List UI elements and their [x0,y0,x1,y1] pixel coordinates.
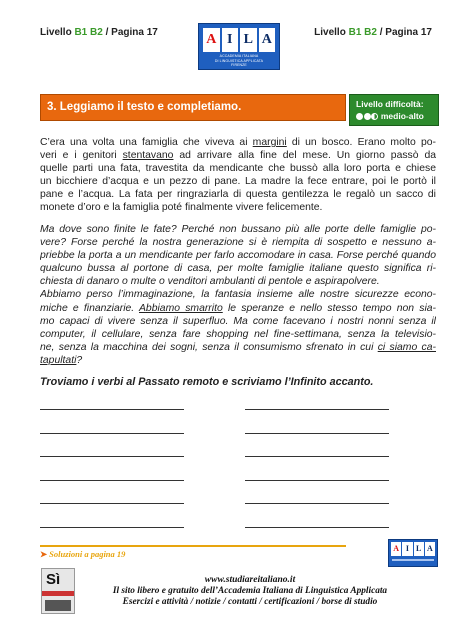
text-line: tapultati? [40,354,83,366]
highlighted-word: Abbiamo smarrito [139,302,223,314]
answer-lines-left [40,409,184,551]
text-line: quelle parti una fata, travestita da mendicante che bussò alla loro porta e chiese [40,163,436,175]
text-line: C’era una volta una famiglia che viveva ai margini di un bosco. Erano molto po- [40,137,436,148]
text-line: chiesta di danaro o multe o venditori ambulanti di pentole e aspirapolvere. [40,276,380,288]
text-line: miche e finanziarie. Abbiamo smarrito le speranze e nello stesso tempo non sia- [40,302,436,314]
difficulty-label: Livello difficoltà: [356,99,424,109]
logo-letter: A [259,28,276,52]
header-level-left: Livello B1 B2 / Pagina 17 [40,27,158,38]
highlighted-word: ci siamo ca- [377,341,436,353]
level-b2: B2 [364,27,377,38]
aila-logo [198,23,280,70]
answer-line[interactable] [245,503,389,504]
aila-logo-small: A I L A [388,539,438,567]
footer-line: Il sito libero e gratuito dell’Accademia Italiana di Linguistica Applicata [112,586,388,596]
section-title: 3. Leggiamo il testo e completiamo. [40,94,346,121]
logo-subtitle: ACCADEMIA ITALIANA DI LINGUISTICA APPLICATA FIRENZE [214,54,264,67]
level-b1: B1 [348,27,362,38]
arrow-icon: ➤ [40,549,48,559]
text-line: pane e l’acqua. La fata per ringraziarla di questa gentilezza le regalò un sacco di [40,189,436,201]
difficulty-badge [349,94,439,126]
highlighted-word: margini [252,137,287,148]
text-line: vere? Forse perché la nostra generazione si è riempita di sospetto e nessuno a- [40,237,436,249]
text-line: monete d’oro e la famiglia poté finalmente vivere felicemente. [40,202,323,214]
logo-letter: I [222,28,239,52]
highlighted-word: tapultati [40,354,77,366]
exercise-prompt: Troviamo i verbi al Passato remoto e scriviamo l’Infinito accanto. [40,376,374,388]
text-line: priebbe la porta a un mendicante per farlo accomodare in casa. Forse perché quando [40,250,436,262]
text-line: Abbiamo perso l’immaginazione, la fantasia insieme alle nostre sicurezze econo- [40,289,436,301]
answer-line[interactable] [40,409,184,410]
text-line: un bicchiere d’acqua e un pezzo di pane. La madre la fece entrare, poi le portò il [40,176,436,188]
answer-line[interactable] [40,456,184,457]
story-paragraph [40,136,436,215]
answer-lines-right [245,409,389,551]
difficulty-value: medio-alto [380,111,424,121]
reflection-paragraph [40,223,436,367]
answer-line[interactable] [40,527,184,528]
text-line: veri e i genitori stentavano ad arrivare alla fine del mese. Un giorno passò da [40,150,436,162]
text-line: qualcuno bussa al portone di casa, per molte famiglie italiane questo significa ri- [40,263,436,275]
answer-line[interactable] [245,433,389,434]
difficulty-dots-icon [356,111,379,123]
footer-url[interactable]: www.studiareitaliano.it [204,575,296,585]
answer-line[interactable] [245,409,389,410]
logo-letter: A [203,28,220,52]
answer-line[interactable] [245,527,389,528]
level-b1: B1 [74,27,88,38]
text-line: ne, senza la macchina dei sogni, senza il consumismo sfrenato in cui ci siamo ca- [40,341,436,353]
text-line: computer, il cellulare, senza fare shopping nel fine-settimana, senza la televisio- [40,328,436,340]
header-level-right: Livello B1 B2 / Pagina 17 [314,27,432,38]
text-line: Ma dove sono finite le fate? Perché non bussano più alle porte delle famiglie po- [40,224,436,235]
answer-line[interactable] [40,433,184,434]
solutions-link[interactable]: ➤ Soluzioni a pagina 19 [40,545,346,560]
answer-line[interactable] [40,503,184,504]
text-line: mo capaci di vivere senza il superfluo. Ma come facevano i nostri nonni senza il [40,315,436,327]
book-cover-icon: Sì [41,568,75,614]
level-b2: B2 [90,27,103,38]
footer [74,575,426,608]
answer-line[interactable] [40,480,184,481]
answer-line[interactable] [245,480,389,481]
footer-line: Esercizi e attività / notizie / contatti / certificazioni / borse di studio [122,597,378,607]
answer-line[interactable] [245,456,389,457]
logo-letter: L [240,28,257,52]
highlighted-word: stentavano [122,150,174,162]
